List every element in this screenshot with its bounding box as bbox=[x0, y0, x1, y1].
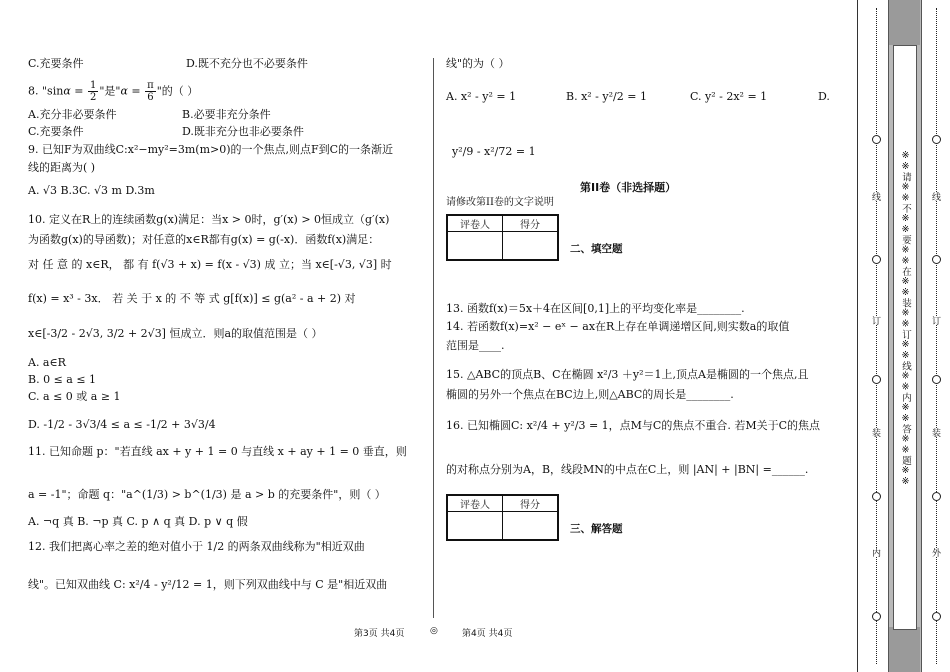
score-box-1 bbox=[446, 214, 559, 261]
seal-circle bbox=[932, 492, 941, 501]
column-divider bbox=[433, 58, 434, 618]
inner-label-ding: 订 bbox=[870, 316, 880, 325]
q12-line-1: 12. 我们把离心率之差的绝对值小于 1/2 的两条双曲线称为"相近双曲 bbox=[28, 540, 365, 553]
q12-option-d-label: D. bbox=[818, 90, 830, 103]
seal-circle bbox=[872, 492, 881, 501]
q11-line-1: 11. 已知命题 p："若直线 ax + y + 1 = 0 与直线 x + ay + 1 = 0 垂直，则 bbox=[28, 445, 407, 458]
seal-circle bbox=[872, 375, 881, 384]
q16-line-2: 的对称点分别为A，B，线段MN的中点在C上，则 |AN| + |BN| =______. bbox=[446, 463, 809, 476]
part-2-title: 第II卷（非选择题） bbox=[580, 181, 677, 194]
q12-line-2: 线"。已知双曲线 C: x²/4 - y²/12 = 1，则下列双曲线中与 C 是"相近双曲 bbox=[28, 578, 388, 591]
seal-circle bbox=[932, 375, 941, 384]
part-2-note: 请修改第II卷的文字说明 bbox=[446, 197, 554, 208]
fraction-pi-six: $\frac{\pi}{6}$ bbox=[147, 80, 154, 103]
inner-label-zhuang: 装 bbox=[870, 428, 880, 437]
seal-circle bbox=[932, 612, 941, 621]
inner-seal-line bbox=[876, 8, 877, 664]
q12-option-a: A. x² - y² = 1 bbox=[446, 90, 517, 103]
q11-options: A. ¬q 真 B. ¬p 真 C. p ∧ q 真 D. p ∨ q 假 bbox=[28, 515, 248, 528]
section-2-title: 二、填空题 bbox=[570, 243, 623, 255]
q8-option-c: C.充要条件 bbox=[28, 125, 84, 138]
score-header-grader-2: 评卷人 bbox=[448, 496, 503, 512]
q14-line-2: 范围是____. bbox=[446, 339, 505, 352]
score-header-score: 得分 bbox=[503, 216, 558, 232]
inner-label-nei: 内 bbox=[870, 548, 880, 557]
q12-option-b: B. x² - y²/2 = 1 bbox=[566, 90, 647, 103]
q10-line-4: f(x) = x³ - 3x． 若 关 于 x 的 不 等 式 g[f(x)] ≤ g(a² - a + 2) 对 bbox=[28, 292, 356, 305]
seal-circle bbox=[872, 135, 881, 144]
question-13: 13. 函数f(x)＝5x＋4在区间[0,1]上的平均变化率是________. bbox=[446, 302, 745, 315]
q12-option-c: C. y² - 2x² = 1 bbox=[690, 90, 768, 103]
page-number-right: 第4页 共4页 bbox=[462, 629, 513, 639]
q11-line-2: a = -1"；命题 q："a^(1/3) > b^(1/3) 是 a > b 的充要条件"，则（ ） bbox=[28, 488, 386, 501]
outer-seal-line bbox=[936, 8, 937, 664]
q9-line-2: 线的距离为( ) bbox=[28, 161, 96, 174]
outer-label-zhuang: 装 bbox=[930, 428, 940, 437]
q9-options: A. √3 B.3C. √3 m D.3m bbox=[28, 184, 155, 197]
score-box-2 bbox=[446, 494, 559, 541]
q10-option-c: C. a ≤ 0 或 a ≥ 1 bbox=[28, 390, 121, 403]
band-cap-top bbox=[889, 0, 920, 45]
page-separator: ◎ bbox=[430, 626, 438, 636]
seal-circle bbox=[872, 612, 881, 621]
q10-option-d: D. -1/2 - 3√3/4 ≤ a ≤ -1/2 + 3√3/4 bbox=[28, 418, 216, 431]
no-answer-warning: ※※请※※不※※要※※在※※装※※订※※线※※内※※答※※题※※ bbox=[900, 150, 911, 487]
score-cell-score[interactable] bbox=[503, 232, 558, 260]
question-8: 8. "sinα = $\frac{1}{2}$ "是"α = $\frac{\pi}{6}$ "的（ ） bbox=[28, 80, 199, 103]
q14-line-1: 14. 若函数f(x)=x² − eˣ − ax在R上存在单调递增区间,则实数a的取值 bbox=[446, 320, 790, 333]
binding-edge bbox=[857, 0, 858, 672]
seal-circle bbox=[932, 135, 941, 144]
q12-option-d-equation: y²/9 - x²/72 = 1 bbox=[452, 145, 536, 158]
seal-circle bbox=[932, 255, 941, 264]
outer-label-ding: 订 bbox=[930, 316, 940, 325]
q8-option-a: A.充分非必要条件 bbox=[28, 108, 117, 121]
band-cap-bottom bbox=[889, 627, 920, 672]
q8-option-b: B.必要非充分条件 bbox=[182, 108, 271, 121]
seal-circle bbox=[872, 255, 881, 264]
q12-continued: 线"的为（ ） bbox=[446, 57, 510, 70]
score-header-grader: 评卷人 bbox=[448, 216, 503, 232]
q9-line-1: 9. 已知F为双曲线C:x²−my²=3m(m>0)的一个焦点,则点F到C的一条渐近 bbox=[28, 143, 394, 156]
q15-line-1: 15. △ABC的顶点B、C在椭圆 x²/3 ＋y²＝1上,顶点A是椭圆的一个焦点,且 bbox=[446, 368, 809, 381]
q16-line-1: 16. 已知椭圆C: x²/4 + y²/3 = 1，点M与C的焦点不重合. 若M关于C的焦点 bbox=[446, 419, 821, 432]
q8-option-d: D.既非充分也非必要条件 bbox=[182, 125, 304, 138]
fraction-half: $\frac{1}{2}$ bbox=[89, 80, 97, 103]
q7-option-d: D.既不充分也不必要条件 bbox=[186, 57, 308, 70]
score-cell-grader-2[interactable] bbox=[448, 512, 503, 540]
q10-line-5: x∈[-3/2 - 2√3, 3/2 + 2√3] 恒成立．则a的取值范围是（ ） bbox=[28, 327, 323, 340]
score-cell-score-2[interactable] bbox=[503, 512, 558, 540]
q10-option-a: A. a∈R bbox=[28, 356, 66, 369]
outer-label-wai: 外 bbox=[930, 548, 940, 557]
section-3-title: 三、解答题 bbox=[570, 523, 623, 535]
q10-line-3: 对 任 意 的 x∈R， 都 有 f(√3 + x) = f(x - √3) 成 立；当 x∈[-√3, √3] 时 bbox=[28, 258, 392, 271]
q10-line-1: 10. 定义在R上的连续函数g(x)满足：当x > 0时，g′(x) > 0恒成立（g′(x) bbox=[28, 213, 390, 226]
q10-option-b: B. 0 ≤ a ≤ 1 bbox=[28, 373, 97, 386]
inner-label-xian: 线 bbox=[870, 192, 880, 201]
score-header-score-2: 得分 bbox=[503, 496, 558, 512]
q7-option-c: C.充要条件 bbox=[28, 57, 84, 70]
page-number-left: 第3页 共4页 bbox=[354, 629, 405, 639]
q15-line-2: 椭圆的另外一个焦点在BC边上,则△ABC的周长是________. bbox=[446, 388, 734, 401]
q10-line-2: 为函数g(x)的导函数)；对任意的x∈R都有g(x) = g(-x)．函数f(x)满足： bbox=[28, 233, 380, 246]
outer-label-xian: 线 bbox=[930, 192, 940, 201]
score-cell-grader[interactable] bbox=[448, 232, 503, 260]
